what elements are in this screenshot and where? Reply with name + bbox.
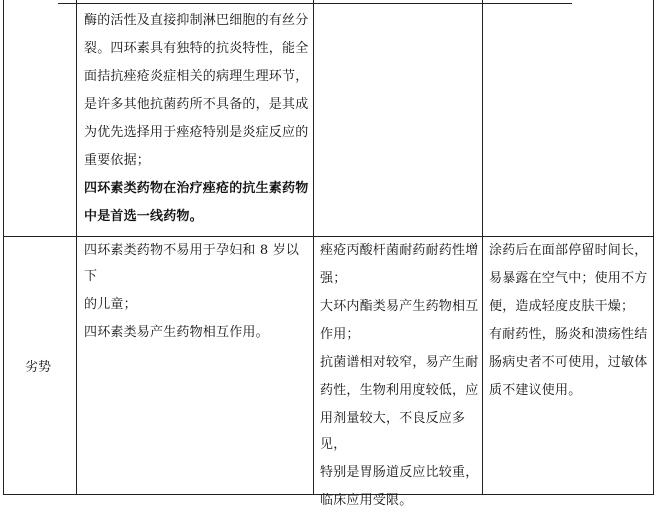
text-line: 临床应用受限。: [320, 493, 413, 508]
text-line: 裂。四环素具有独特的抗炎特性，能全: [84, 41, 309, 56]
text-line: 作用；: [320, 327, 360, 342]
text-line: 质不建议使用。: [489, 383, 582, 398]
text-line: 为优先选择用于痤疮特别是炎症反应的: [84, 125, 309, 140]
tetracycline-disadvantage-text: [84, 238, 310, 346]
text-line: 有耐药性，肠炎和溃疡性结: [489, 327, 648, 342]
text-line: 强；: [320, 271, 347, 286]
text-line: 大环内酯类易产生药物相互: [320, 299, 479, 314]
text-line: 用剂量较大，不良反应多见，: [320, 411, 466, 452]
text-line: 四环素类药物不易用于孕妇和 8 岁以下: [84, 243, 300, 284]
table-right-border: [653, 0, 654, 495]
table-left-border: [3, 0, 4, 495]
column-divider-2: [313, 0, 314, 495]
text-line: 肠病史者不可使用，过敏体: [489, 355, 648, 370]
top-row-advantage-text: [84, 8, 310, 230]
row-divider: [3, 236, 654, 237]
text-line: 易暴露在空气中；使用不方: [489, 271, 648, 286]
topical-disadvantage-text: [489, 238, 651, 404]
text-line: 痤疮丙酸杆菌耐药耐药性增: [320, 243, 479, 258]
bold-conclusion-line: 四环素类药物在治疗痤疮的抗生素药物: [84, 181, 309, 196]
text-line: 特别是胃肠道反应比较重，: [320, 465, 479, 480]
row-label-disadvantage: 劣势: [25, 360, 52, 375]
text-line: 药性，生物利用度较低，应: [320, 383, 479, 398]
text-line: 面拮抗痤疮炎症相关的病理生理环节，: [84, 69, 309, 84]
text-line: 重要依据；: [84, 153, 151, 168]
text-line: 抗菌谱相对较窄，易产生耐: [320, 355, 479, 370]
text-line: 四环素类易产生药物相互作用。: [84, 325, 269, 340]
text-line: 便，造成轻度皮肤干燥；: [489, 299, 635, 314]
bold-conclusion-line: 中是首选一线药物。: [84, 209, 203, 224]
text-line: 是许多其他抗菌药所不具备的，是其成: [84, 97, 309, 112]
table-top-border: [58, 3, 572, 4]
text-line: 酶的活性及直接抑制淋巴细胞的有丝分: [84, 13, 309, 28]
macrolide-disadvantage-text: [320, 238, 480, 514]
text-line: 涂药后在面部停留时间长，: [489, 243, 648, 258]
text-line: 的儿童；: [84, 297, 137, 312]
column-divider-1: [76, 0, 77, 495]
column-divider-3: [482, 0, 483, 495]
